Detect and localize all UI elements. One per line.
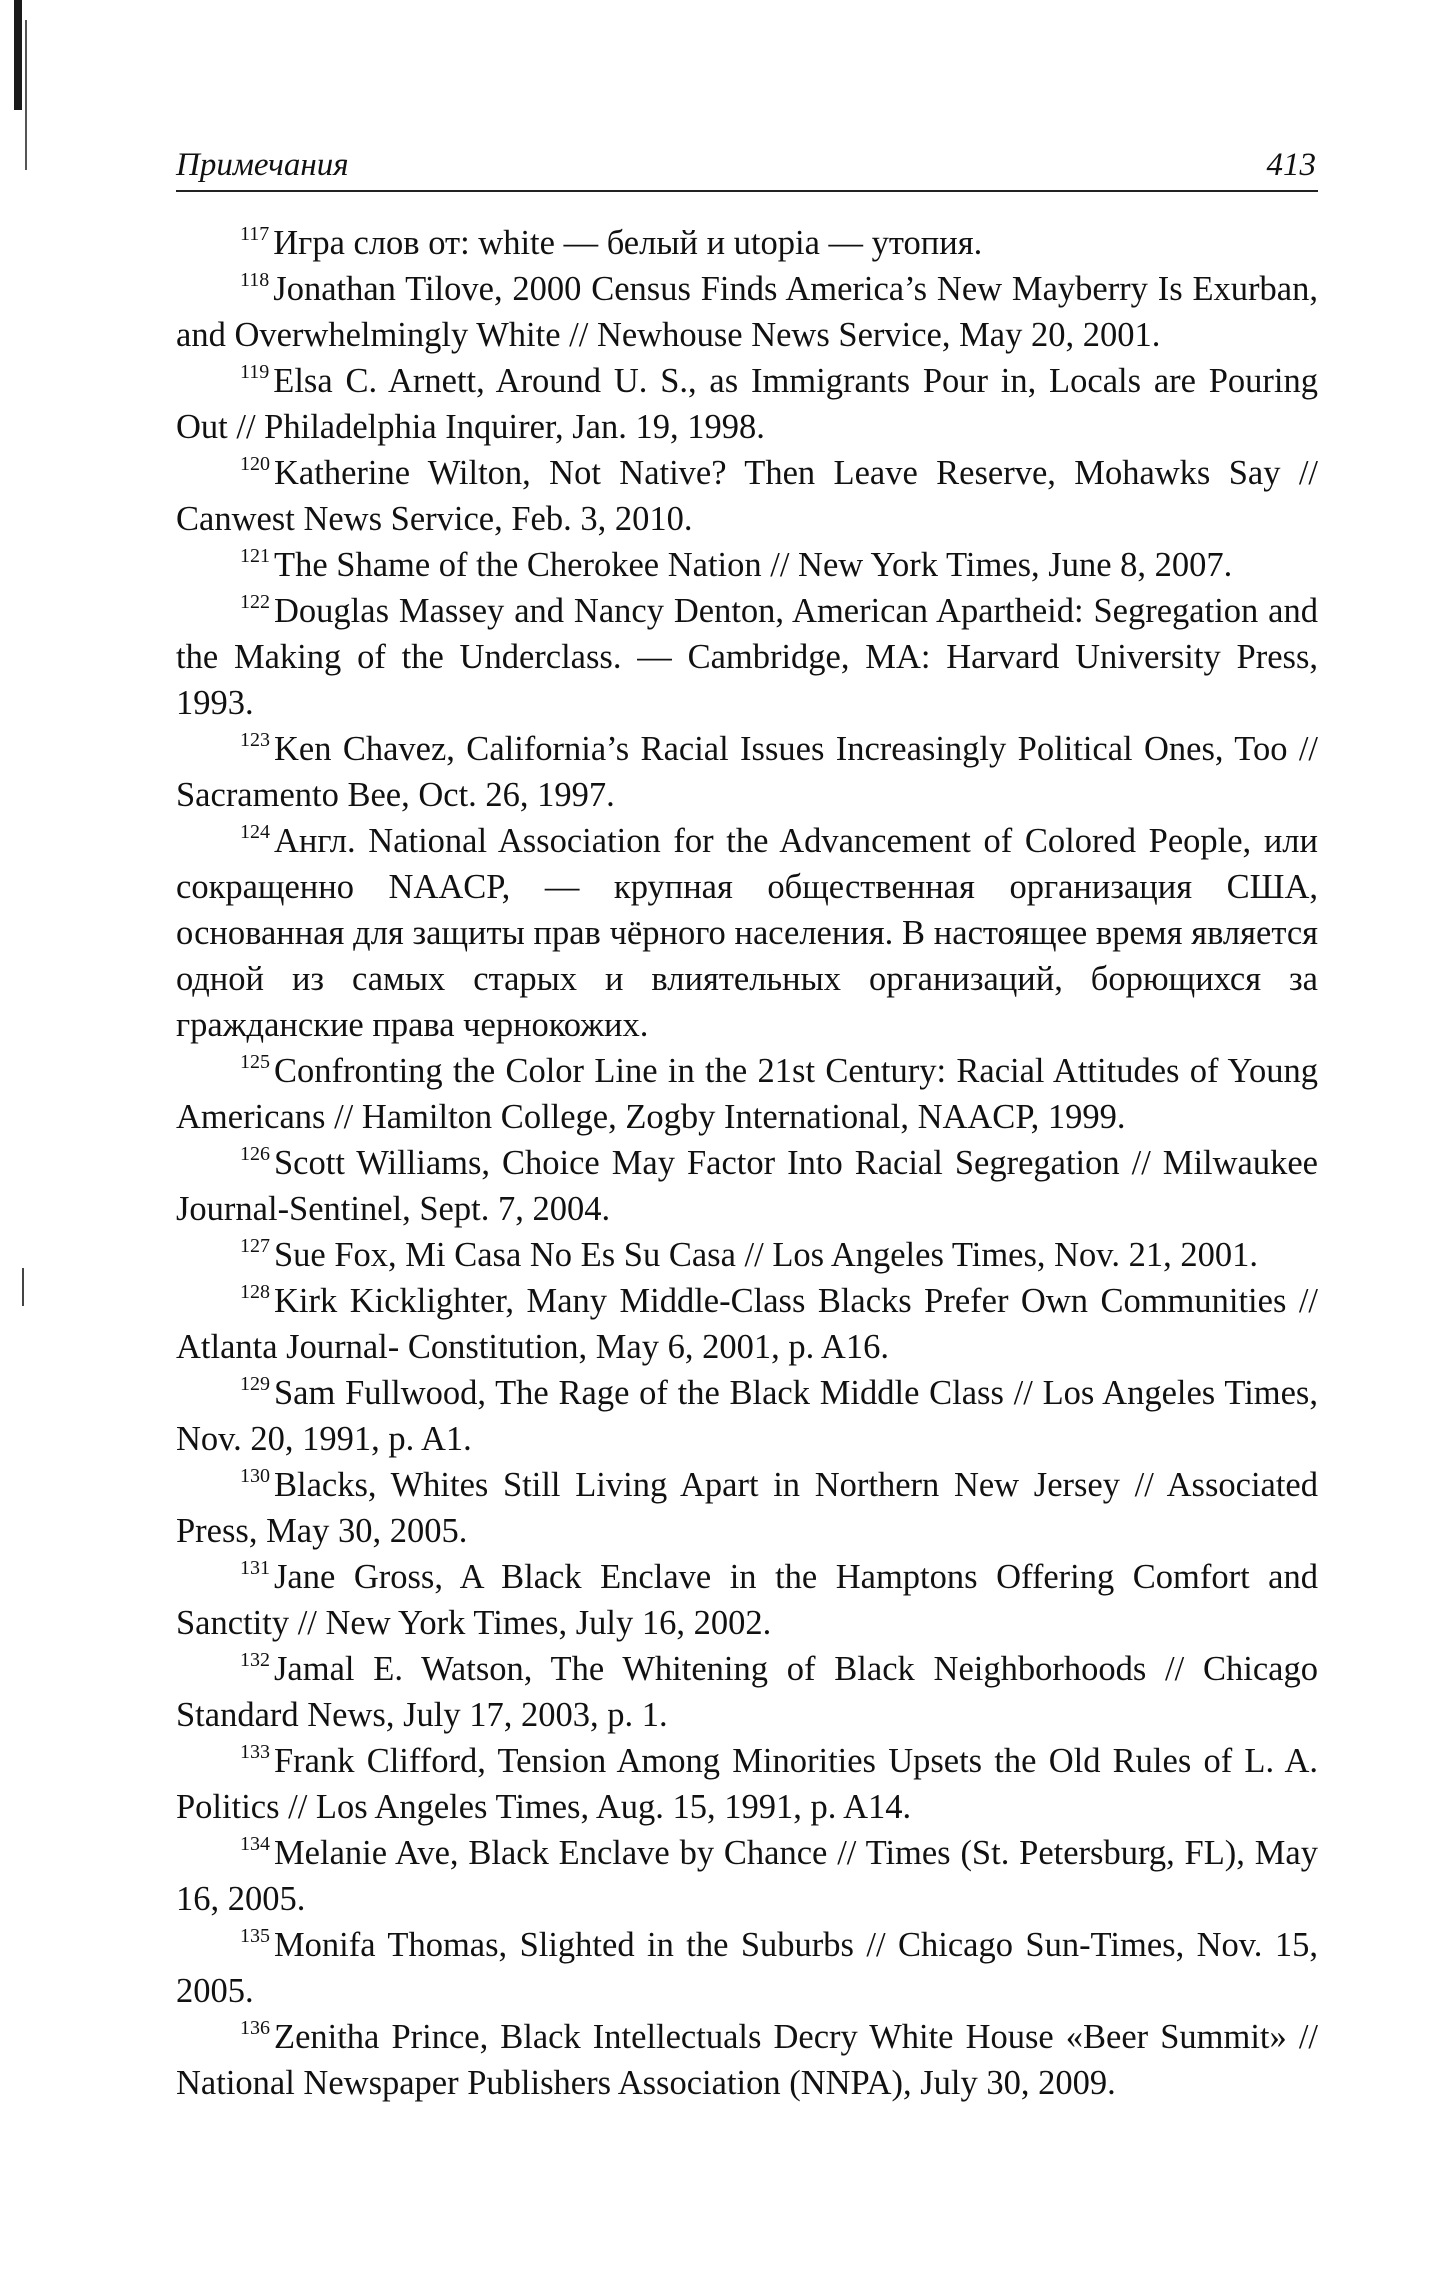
- endnote: [176, 1048, 1318, 1140]
- endnote: [176, 220, 1318, 266]
- note-text: Ken Chavez, California’s Racial Issues Increasingly Political Ones, Too // Sacramento Bee, Oct. 26, 1997.: [176, 730, 1318, 814]
- note-text: Blacks, Whites Still Living Apart in Northern New Jersey // Associated Press, May 30, 2005.: [176, 1466, 1318, 1550]
- endnote: [176, 450, 1318, 542]
- endnote: [176, 1738, 1318, 1830]
- endnote: [176, 542, 1318, 588]
- note-text: Elsa C. Arnett, Around U. S., as Immigrants Pour in, Locals are Pouring Out // Philadelphia Inquirer, Jan. 19, 1998.: [176, 362, 1318, 446]
- endnote: [176, 1370, 1318, 1462]
- note-number: 134: [240, 1833, 270, 1855]
- note-number: 127: [240, 1235, 270, 1257]
- note-number: 131: [240, 1557, 270, 1579]
- note-number: 124: [240, 821, 270, 843]
- note-number: 128: [240, 1281, 270, 1303]
- note-text: Sam Fullwood, The Rage of the Black Middle Class // Los Angeles Times, Nov. 20, 1991, p. A1.: [176, 1374, 1318, 1458]
- scan-edge-mark: [14, 0, 22, 110]
- endnote: [176, 1830, 1318, 1922]
- note-text: Jonathan Tilove, 2000 Census Finds America’s New Mayberry Is Exurban, and Overwhelmingly White // Newhouse News Service, May 20, 2001.: [176, 270, 1318, 354]
- running-title: Примечания: [176, 147, 349, 183]
- note-text: Англ. National Association for the Advancement of Colored People, или сокращенно NAACP, — крупная общественная организация США, основанная для защиты прав чёрного населения. В настоящее время является одной из самых старых и влиятельных организаций, борющихся за гражданские права чернокожих.: [176, 822, 1318, 1044]
- note-number: 120: [240, 453, 270, 475]
- note-number: 135: [240, 1925, 270, 1947]
- note-number: 117: [240, 223, 270, 245]
- note-number: 122: [240, 591, 270, 613]
- endnote: [176, 1922, 1318, 2014]
- note-text: Jamal E. Watson, The Whitening of Black Neighborhoods // Chicago Standard News, July 17, 2003, p. 1.: [176, 1650, 1318, 1734]
- scan-edge-mark: [25, 20, 27, 170]
- note-number: 136: [240, 2017, 270, 2039]
- note-text: Jane Gross, A Black Enclave in the Hamptons Offering Comfort and Sanctity // New York Times, July 16, 2002.: [176, 1558, 1318, 1642]
- note-number: 129: [240, 1373, 270, 1395]
- endnote: [176, 818, 1318, 1048]
- note-text: The Shame of the Cherokee Nation // New York Times, June 8, 2007.: [274, 546, 1233, 584]
- endnote: [176, 1278, 1318, 1370]
- endnote: [176, 266, 1318, 358]
- endnote: [176, 358, 1318, 450]
- note-number: 119: [240, 361, 270, 383]
- note-text: Scott Williams, Choice May Factor Into Racial Segregation // Milwaukee Journal-Sentinel, Sept. 7, 2004.: [176, 1144, 1318, 1228]
- note-text: Confronting the Color Line in the 21st Century: Racial Attitudes of Young Americans // Hamilton College, Zogby International, NAACP, 1999.: [176, 1052, 1318, 1136]
- note-number: 130: [240, 1465, 270, 1487]
- endnote: [176, 588, 1318, 726]
- note-text: Zenitha Prince, Black Intellectuals Decry White House «Beer Summit» // National Newspaper Publishers Association (NNPA), July 30, 2009.: [176, 2018, 1318, 2102]
- endnote: [176, 1554, 1318, 1646]
- note-number: 132: [240, 1649, 270, 1671]
- note-text: Frank Clifford, Tension Among Minorities Upsets the Old Rules of L. A. Politics // Los Angeles Times, Aug. 15, 1991, p. A14.: [176, 1742, 1318, 1826]
- endnote: [176, 2014, 1318, 2106]
- note-text: Douglas Massey and Nancy Denton, American Apartheid: Segregation and the Making of the Underclass. — Cambridge, MA: Harvard University Press, 1993.: [176, 592, 1318, 722]
- endnote: [176, 1232, 1318, 1278]
- endnote: [176, 726, 1318, 818]
- note-text: Sue Fox, Mi Casa No Es Su Casa // Los Angeles Times, Nov. 21, 2001.: [274, 1236, 1258, 1274]
- note-number: 118: [240, 269, 270, 291]
- note-text: Monifa Thomas, Slighted in the Suburbs // Chicago Sun-Times, Nov. 15, 2005.: [176, 1926, 1318, 2010]
- note-text: Katherine Wilton, Not Native? Then Leave Reserve, Mohawks Say // Canwest News Service, Feb. 3, 2010.: [176, 454, 1318, 538]
- note-number: 133: [240, 1741, 270, 1763]
- endnotes-list: [176, 220, 1318, 2106]
- page-header: [176, 140, 1318, 192]
- endnote: [176, 1646, 1318, 1738]
- note-text: Melanie Ave, Black Enclave by Chance // Times (St. Petersburg, FL), May 16, 2005.: [176, 1834, 1318, 1918]
- note-text: Kirk Kicklighter, Many Middle-Class Blacks Prefer Own Communities // Atlanta Journal- Constitution, May 6, 2001, p. A16.: [176, 1282, 1318, 1366]
- page-number: 413: [1266, 147, 1316, 183]
- endnote: [176, 1140, 1318, 1232]
- note-text: Игра слов от: white — белый и utopia — утопия.: [273, 224, 983, 262]
- note-number: 126: [240, 1143, 270, 1165]
- endnote: [176, 1462, 1318, 1554]
- scan-edge-mark: [22, 1268, 24, 1306]
- note-number: 121: [240, 545, 270, 567]
- note-number: 125: [240, 1051, 270, 1073]
- note-number: 123: [240, 729, 270, 751]
